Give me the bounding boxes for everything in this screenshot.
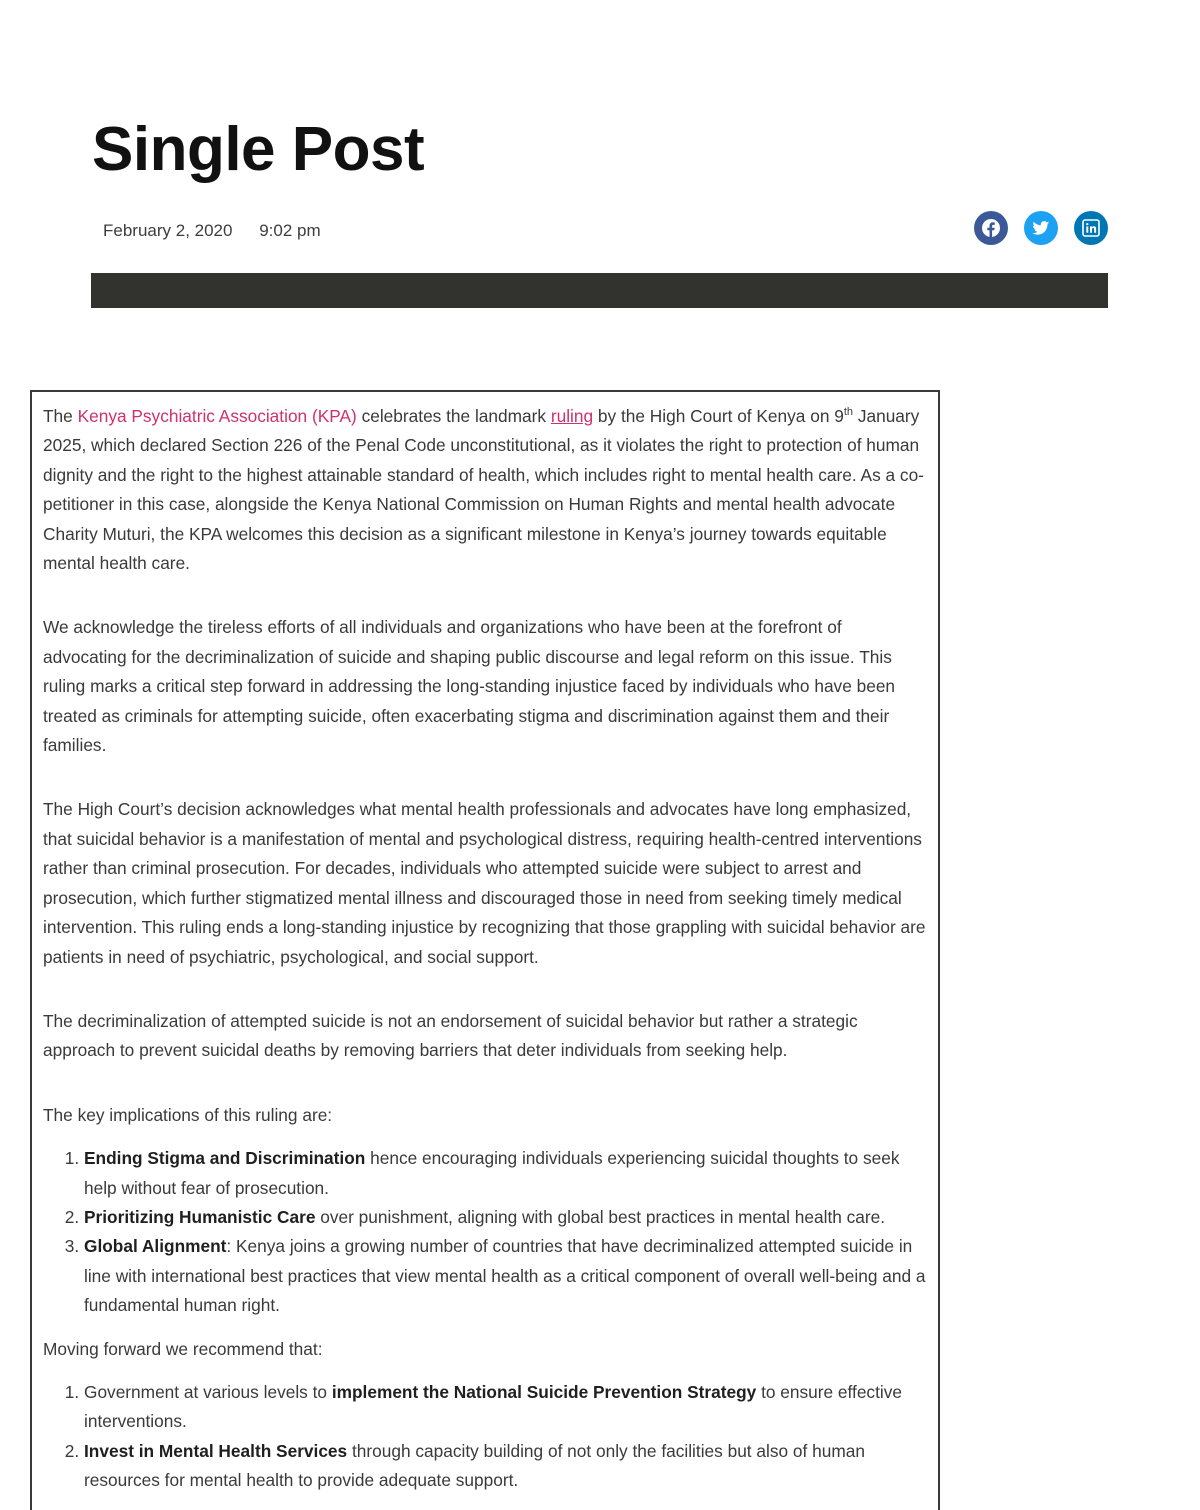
share-twitter-button[interactable] (1024, 211, 1058, 245)
post-content (30, 390, 940, 1510)
paragraph-decriminalization: The decriminalization of attempted suicide is not an endorsement of suicidal behavior but rather a strategic approach to prevent suicidal deaths by removing barriers that deter individuals from seeking help. (43, 1010, 858, 1061)
list-item-text: over punishment, aligning with global best practices in mental health care. (315, 1206, 886, 1227)
list-item (84, 1437, 926, 1496)
paragraph-acknowledge: We acknowledge the tireless efforts of all individuals and organizations who have been at the forefront of advocating for the decriminalization of suicide and shaping public discourse and legal reform on this issue. This ruling marks a critical step forward in addressing the long-standing injustice faced by individuals who have been treated as criminals for attempting suicide, often exacerbating stigma and discrimination against them and their families. (43, 617, 896, 756)
list-item (84, 1144, 926, 1203)
share-facebook-button[interactable] (974, 211, 1008, 245)
share-linkedin-button[interactable] (1074, 211, 1108, 245)
list-item (84, 1232, 926, 1320)
date-superscript: th (843, 406, 854, 418)
ruling-link[interactable]: ruling (550, 406, 594, 426)
post-date: February 2, 2020 (103, 221, 233, 240)
list-item-bold: implement the National Suicide Prevention Strategy (331, 1381, 757, 1402)
share-buttons (974, 211, 1108, 245)
list-item (84, 1203, 926, 1232)
list-item-bold: Invest in Mental Health Services (84, 1440, 348, 1461)
intro-prefix: The (43, 406, 78, 426)
kpa-link[interactable]: Kenya Psychiatric Association (KPA) (77, 406, 357, 426)
list-item-text: to ensure effective interventions. (84, 1381, 902, 1432)
linkedin-icon (1082, 219, 1100, 237)
list-item-bold: Ending Stigma and Discrimination (84, 1148, 366, 1169)
intro-rest: January 2025, which declared Section 226 of the Penal Code unconstitutional, as it violates the right to protection of human dignity and the right to the highest attainable standard of health, which includes right to mental health care. As a co-petitioner in this case, alongside the Kenya National Commission on Human Rights and mental health advocate Charity Muturi, the KPA welcomes this decision as a significant milestone in Kenya’s journey towards equitable mental health care. (43, 406, 924, 574)
paragraph-intro (43, 402, 926, 578)
paragraph-court-decision: The High Court’s decision acknowledges what mental health professionals and advocates have long emphasized, that suicidal behavior is a manifestation of mental and psychological distress, requiring health-centred interventions rather than criminal prosecution. For decades, individuals who attempted suicide were subject to arrest and prosecution, which further stigmatized mental illness and discouraged those in need from seeking timely medical intervention. This ruling ends a long-standing injustice by recognizing that those grappling with suicidal behavior are patients in need of psychiatric, psychological, and social support. (43, 799, 926, 967)
list-item-text: : Kenya joins a growing number of countries that have decriminalized attempted suicide in line with international best practices that view mental health as a critical component of overall well-being and a fundamental human right. (84, 1236, 926, 1316)
list-item-text: hence encouraging individuals experiencing suicidal thoughts to seek help without fear of prosecution. (84, 1148, 900, 1198)
page-title: Single Post (92, 115, 425, 184)
list-item (84, 1378, 926, 1437)
list-item-text: through capacity building of not only the facilities but also of human resources for mental health to provide adequate support. (84, 1440, 865, 1491)
post-meta (103, 219, 321, 243)
facebook-icon (981, 218, 1001, 238)
recommend-intro: Moving forward we recommend that: (43, 1338, 323, 1359)
intro-after-ruling: by the High Court of Kenya on 9 (593, 406, 844, 426)
list-item-pre: Government at various levels to (84, 1381, 332, 1402)
list-item-bold: Global Alignment (84, 1236, 227, 1257)
featured-image-bar (91, 273, 1108, 308)
recommendations-list (43, 1378, 926, 1496)
post-time: 9:02 pm (259, 221, 321, 240)
implications-list (43, 1144, 926, 1320)
list-item-bold: Prioritizing Humanistic Care (84, 1206, 316, 1227)
implications-intro: The key implications of this ruling are: (43, 1104, 333, 1125)
twitter-icon (1031, 218, 1051, 238)
intro-mid: celebrates the landmark (356, 406, 551, 426)
